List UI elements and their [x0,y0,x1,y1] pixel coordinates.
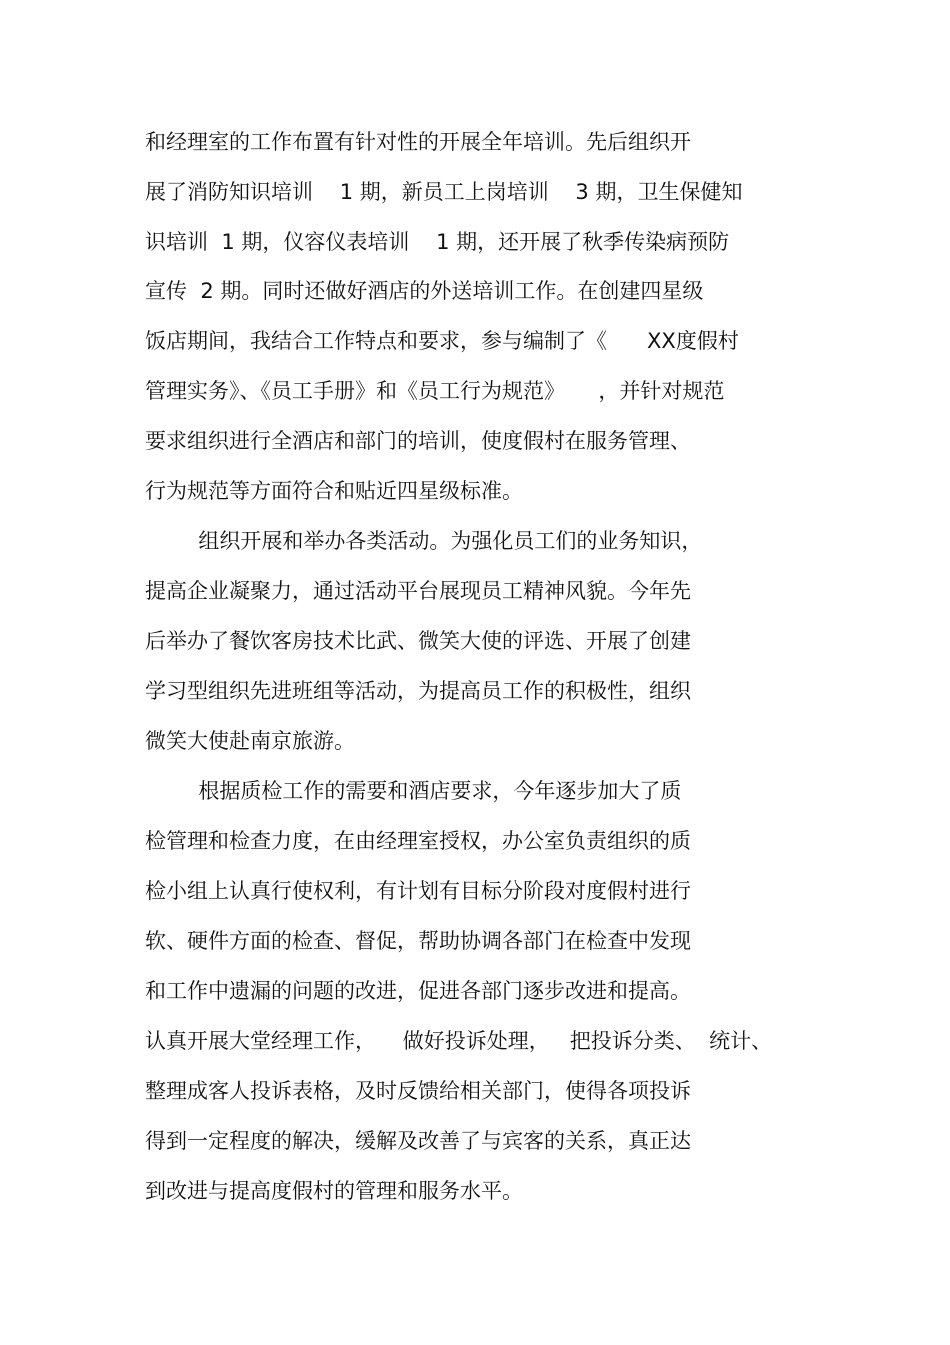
text-line: 要求组织进行全酒店和部门的培训，使度假村在服务管理、 [145,429,691,453]
text-line: 到改进与提高度假村的管理和服务水平。 [145,1179,523,1203]
text-line: 微笑大使赴南京旅游。 [145,729,355,753]
text-line: 和经理室的工作布置有针对性的开展全年培训。先后组织开 [145,130,691,154]
text-line: 提高企业凝聚力，通过活动平台展现员工精神风貌。今年先 [145,579,691,603]
paragraph-start: 组织开展和举办各类活动。为强化员工们的业务知识， [145,529,703,553]
text-line: 展了消防知识培训 1 期，新员工上岗培训 3 期，卫生保健知 [145,180,743,204]
text-line: 和工作中遗漏的问题的改进，促进各部门逐步改进和提高。 [145,979,691,1003]
text-line: 检管理和检查力度，在由经理室授权，办公室负责组织的质 [145,829,691,853]
text-line: 宣传 2 期。同时还做好酒店的外送培训工作。在创建四星级 [145,279,704,303]
paragraph-start: 根据质检工作的需要和酒店要求，今年逐步加大了质 [145,779,682,803]
text-line: 识培训 1 期，仪容仪表培训 1 期，还开展了秋季传染病预防 [145,230,730,254]
text-line: 整理成客人投诉表格，及时反馈给相关部门，使得各项投诉 [145,1079,691,1103]
text-line: 行为规范等方面符合和贴近四星级标准。 [145,479,523,503]
text-line: 检小组上认真行使权利，有计划有目标分阶段对度假村进行 [145,879,691,903]
text-line: 得到一定程度的解决，缓解及改善了与宾客的关系，真正达 [145,1129,691,1153]
text-line: 后举办了餐饮客房技术比武、微笑大使的评选、开展了创建 [145,629,691,653]
text-line: 学习型组织先进班组等活动，为提高员工作的积极性，组织 [145,679,691,703]
text-line: 饭店期间，我结合工作特点和要求，参与编制了《 XX度假村 [145,329,739,353]
text-line: 管理实务》、《员工手册》和《员工行为规范》 ，并针对规范 [145,379,725,403]
text-line: 认真开展大堂经理工作， 做好投诉处理， 把投诉分类、 统计、 [145,1029,773,1053]
text-line: 软、硬件方面的检查、督促，帮助协调各部门在检查中发现 [145,929,691,953]
